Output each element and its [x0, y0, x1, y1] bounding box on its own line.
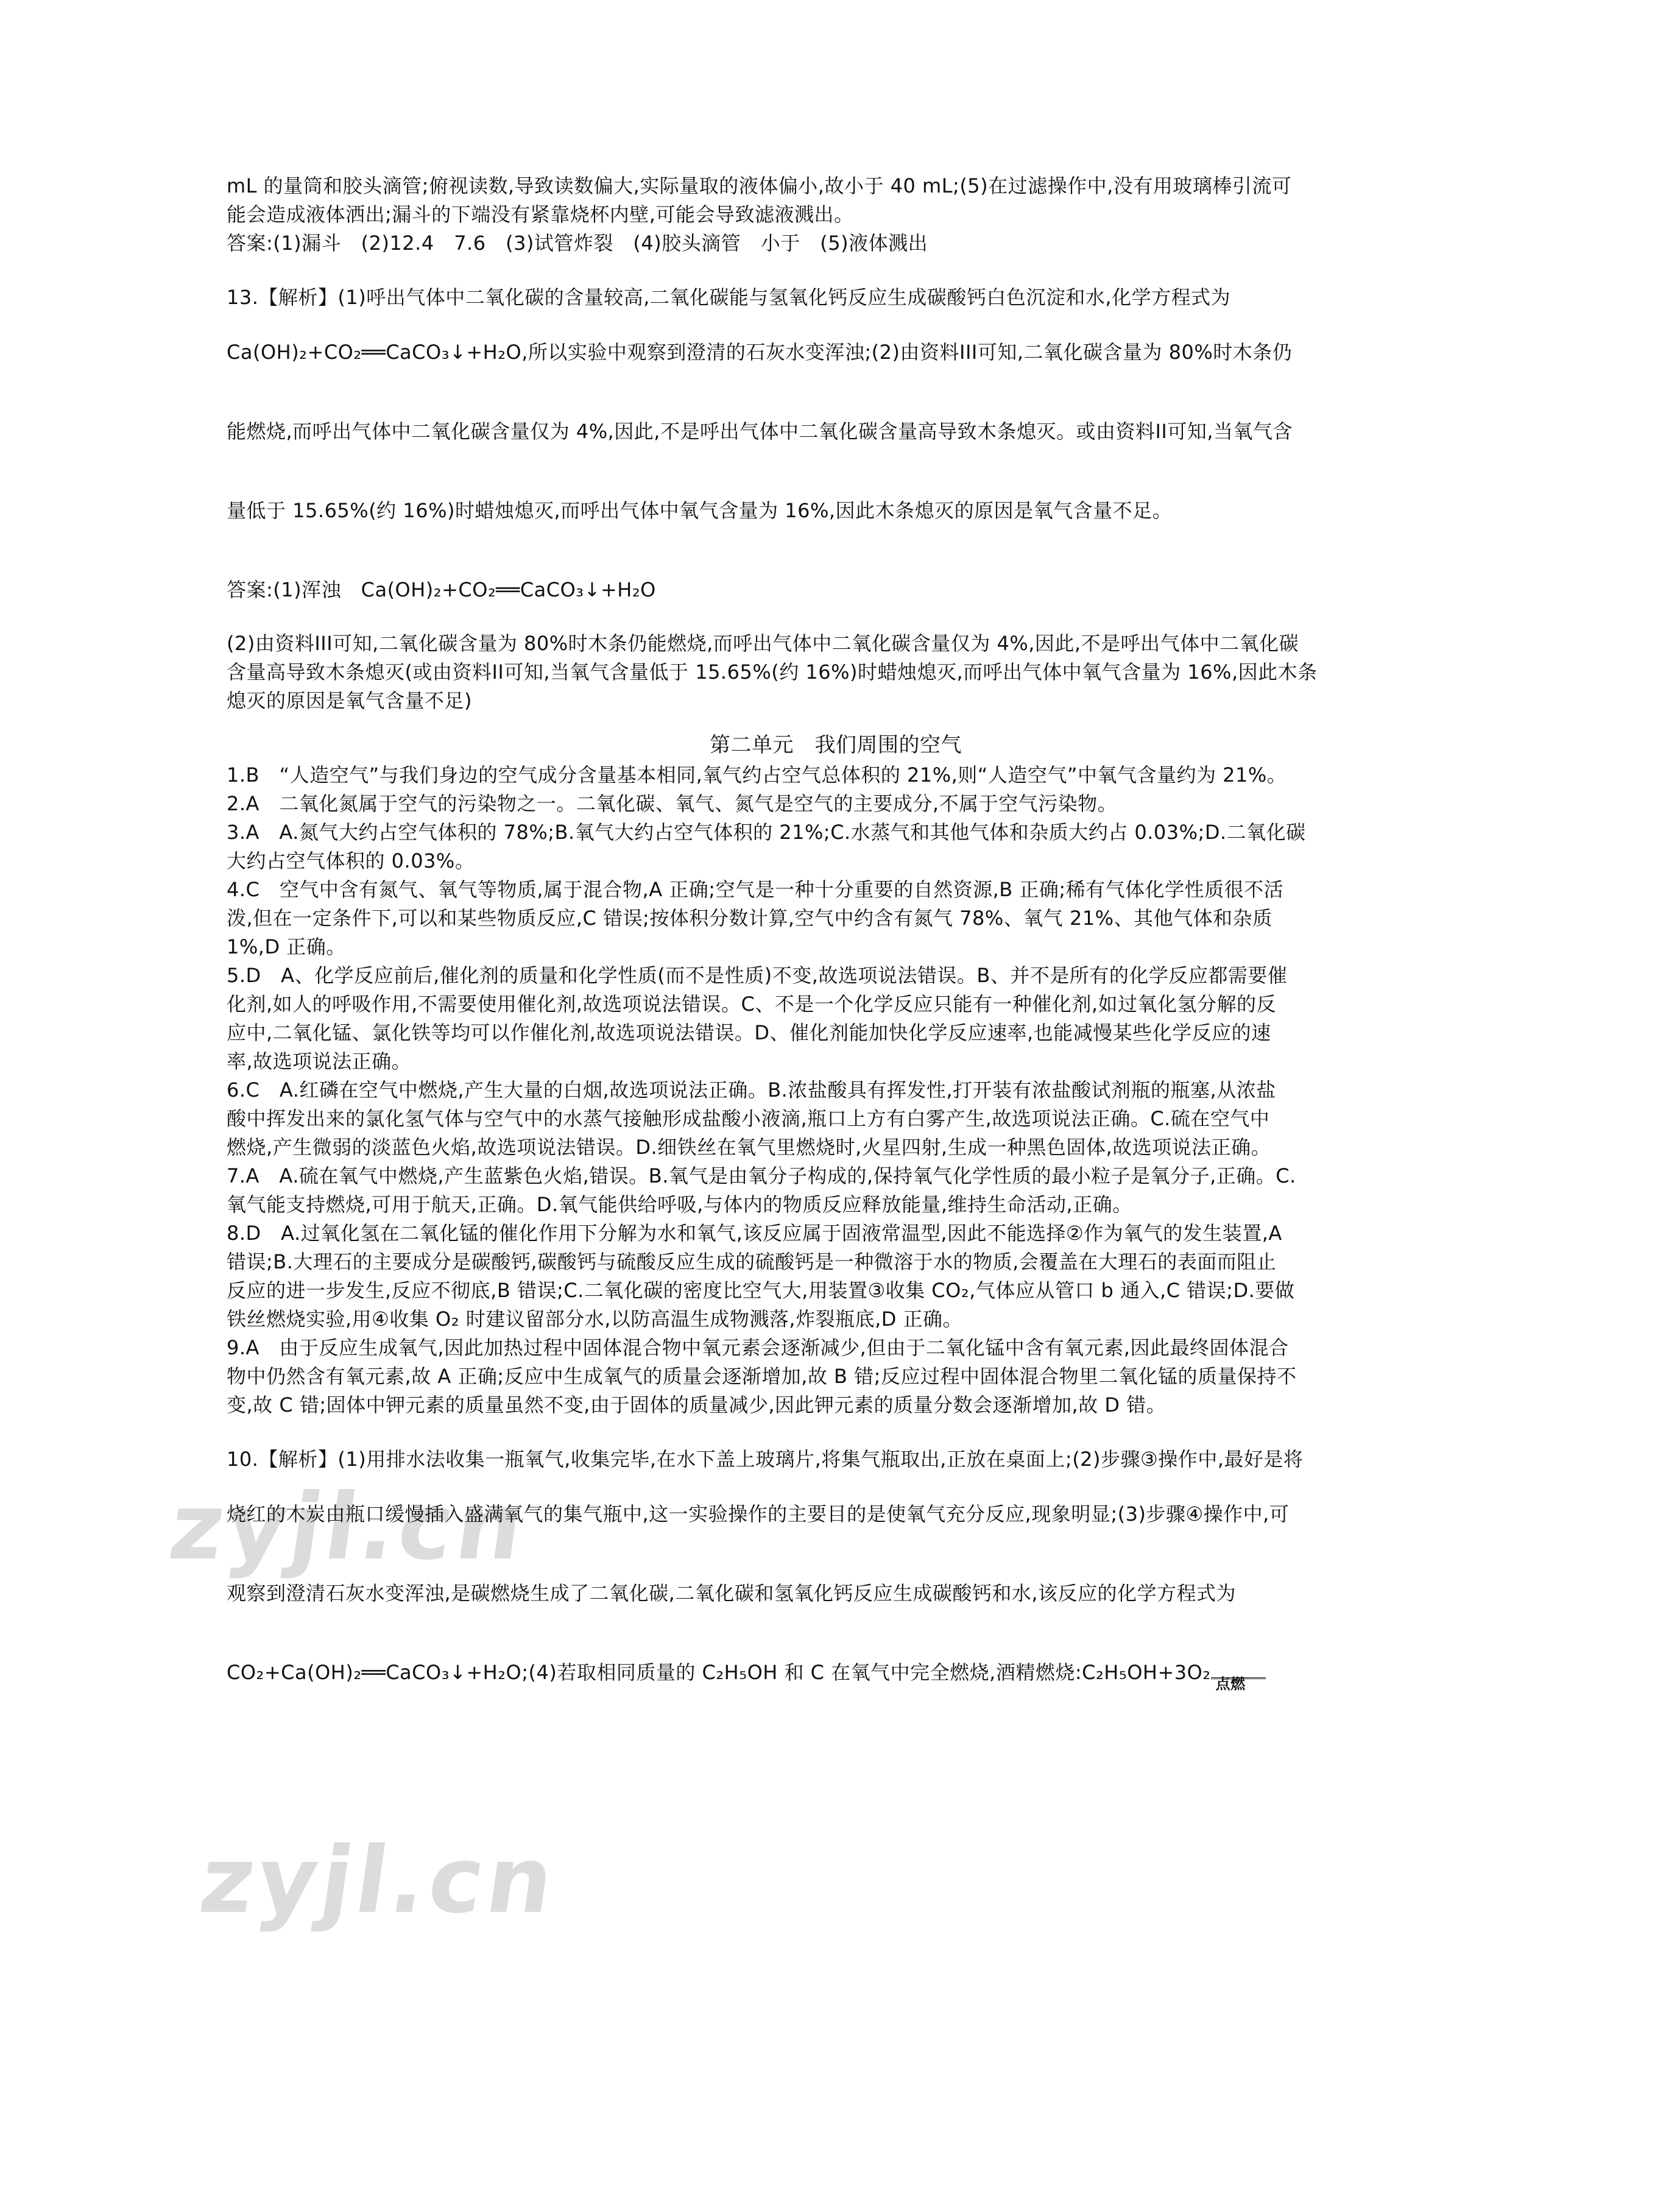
condition-label: 点燃 [1215, 1675, 1246, 1693]
answer-line: 6.C A.红磷在空气中燃烧,产生大量的白烟,故选项说法正确。B.浓盐酸具有挥发性,打开装有浓盐酸试剂瓶的瓶塞,从浓盐 [227, 1078, 1276, 1102]
equation-text: CO₂+Ca(OH)₂══CaCO₃↓+H₂O;(4)若取相同质量的 C₂H₅OH 和 C 在氧气中完全燃烧,酒精燃烧:C₂H₅OH+3O₂ [227, 1661, 1211, 1684]
analysis-line: Ca(OH)₂+CO₂══CaCO₃↓+H₂O,所以实验中观察到澄清的石灰水变浑浊;(2)由资料III可知,二氧化碳含量为 80%时木条仍 [227, 341, 1293, 364]
analysis-line: 10.【解析】(1)用排水法收集一瓶氧气,收集完毕,在水下盖上玻璃片,将集气瓶取出,正放在桌面上;(2)步骤③操作中,最好是将 [227, 1448, 1304, 1471]
answer-line: 应中,二氧化锰、氯化铁等均可以作催化剂,故选项说法错误。D、催化剂能加快化学反应速率,也能减慢某些化学反应的速 [227, 1021, 1271, 1044]
answer-line: 含量高导致木条熄灭(或由资料II可知,当氧气含量低于 15.65%(约 16%)时蜡烛熄灭,而呼出气体中氧气含量为 16%,因此木条 [227, 660, 1318, 684]
spacer [227, 1420, 1445, 1444]
unit-2-answers [227, 761, 1445, 1420]
text-line: mL 的量筒和胶头滴管;俯视读数,导致读数偏大,实际量取的液体偏小,故小于 40 mL;(5)在过滤操作中,没有用玻璃棒引流可 [227, 174, 1292, 197]
analysis-line [227, 1633, 1445, 1712]
previous-answer-block [227, 172, 1445, 258]
spacer [227, 258, 1445, 282]
reaction-condition [1211, 1665, 1266, 1693]
watermark-bottom: zyjl.cn [193, 1828, 563, 1934]
analysis-line: 观察到澄清石灰水变浑浊,是碳燃烧生成了二氧化碳,二氧化碳和氢氧化钙反应生成碳酸钙和水,该反应的化学方程式为 [227, 1582, 1237, 1605]
answer-line: 酸中挥发出来的氯化氢气体与空气中的水蒸气接触形成盐酸小液滴,瓶口上方有白雾产生,故选项说法正确。C.硫在空气中 [227, 1107, 1270, 1130]
answer-line: 2.A 二氧化氮属于空气的污染物之一。二氧化碳、氧气、氮气是空气的主要成分,不属于空气污染物。 [227, 792, 1118, 815]
answer-line: 答案:(1)浑浊 Ca(OH)₂+CO₂══CaCO₃↓+H₂O [227, 578, 656, 601]
analysis-line: 量低于 15.65%(约 16%)时蜡烛熄灭,而呼出气体中氧气含量为 16%,因此木条熄灭的原因是氧气含量不足。 [227, 499, 1173, 522]
answer-line: 泼,但在一定条件下,可以和某些物质反应,C 错误;按体积分数计算,空气中约含有氮气 78%、氧气 21%、其他气体和杂质 [227, 907, 1272, 930]
text-column [227, 172, 1445, 1712]
question-13-block [227, 282, 1445, 715]
answer-line: 3.A A.氮气大约占空气体积的 78%;B.氧气大约占空气体积的 21%;C.水蒸气和其他气体和杂质大约占 0.03%;D.二氧化碳 [227, 821, 1306, 844]
answer-line: (2)由资料III可知,二氧化碳含量为 80%时木条仍能燃烧,而呼出气体中二氧化碳含量仅为 4%,因此,不是呼出气体中二氧化碳 [227, 632, 1299, 655]
answer-line: 7.A A.硫在氧气中燃烧,产生蓝紫色火焰,错误。B.氧气是由氧分子构成的,保持氧气化学性质的最小粒子是氧分子,正确。C. [227, 1164, 1296, 1187]
answer-line: 燃烧,产生微弱的淡蓝色火焰,故选项说法错误。D.细铁丝在氧气里燃烧时,火星四射,生成一种黑色固体,故选项说法正确。 [227, 1136, 1271, 1159]
answer-line: 1%,D 正确。 [227, 935, 346, 958]
answer-line: 化剂,如人的呼吸作用,不需要使用催化剂,故选项说法错误。C、不是一个化学反应只能有一种催化剂,如过氧化氢分解的反 [227, 992, 1277, 1016]
answer-line: 率,故选项说法正确。 [227, 1050, 412, 1073]
unit-title: 第二单元 我们周围的空气 [710, 733, 962, 757]
text-line: 能会造成液体洒出;漏斗的下端没有紧靠烧杯内壁,可能会导致滤液溅出。 [227, 203, 854, 226]
answer-line: 物中仍然含有氧元素,故 A 正确;反应中生成氧气的质量会逐渐增加,故 B 错;反应过程中固体混合物里二氧化锰的质量保持不 [227, 1365, 1297, 1388]
question-10-block [227, 1444, 1445, 1712]
answer-line: 氧气能支持燃烧,可用于航天,正确。D.氧气能供给呼吸,与体内的物质反应释放能量,维持生命活动,正确。 [227, 1193, 1132, 1216]
answer-line: 错误;B.大理石的主要成分是碳酸钙,碳酸钙与硫酸反应生成的硫酸钙是一种微溶于水的物质,会覆盖在大理石的表面而阻止 [227, 1250, 1277, 1273]
answer-line: 熄灭的原因是氧气含量不足) [227, 689, 472, 712]
answer-line: 5.D A、化学反应前后,催化剂的质量和化学性质(而不是性质)不变,故选项说法错误。B、并不是所有的化学反应都需要催 [227, 964, 1288, 987]
answer-line: 4.C 空气中含有氮气、氧气等物质,属于混合物,A 正确;空气是一种十分重要的自然资源,B 正确;稀有气体化学性质很不活 [227, 878, 1284, 901]
answer-line: 变,故 C 错;固体中钾元素的质量虽然不变,由于固体的质量减少,因此钾元素的质量分数会逐渐增加,故 D 错。 [227, 1393, 1166, 1417]
answer-line: 8.D A.过氧化氢在二氧化锰的催化作用下分解为水和氧气,该反应属于固液常温型,因此不能选择②作为氧气的发生装置,A [227, 1222, 1282, 1245]
answer-line: 9.A 由于反应生成氧气,因此加热过程中固体混合物中氧元素会逐渐减少,但由于二氧化锰中含有氧元素,因此最终固体混合 [227, 1336, 1289, 1359]
answer-line: 铁丝燃烧实验,用④收集 O₂ 时建议留部分水,以防高温生成物溅落,炸裂瓶底,D 正确。 [227, 1307, 963, 1331]
answer-line: 反应的进一步发生,反应不彻底,B 错误;C.二氧化碳的密度比空气大,用装置③收集 CO₂,气体应从管口 b 通入,C 错误;D.要做 [227, 1279, 1295, 1302]
answer-line: 1.B “人造空气”与我们身边的空气成分含量基本相同,氧气约占空气总体积的 21%,则“人造空气”中氧气含量约为 21%。 [227, 763, 1287, 787]
analysis-line: 能燃烧,而呼出气体中二氧化碳含量仅为 4%,因此,不是呼出气体中二氧化碳含量高导致木条熄灭。或由资料II可知,当氧气含 [227, 420, 1293, 443]
analysis-line: 烧红的木炭由瓶口缓慢插入盛满氧气的集气瓶中,这一实验操作的主要目的是使氧气充分反应,现象明显;(3)步骤④操作中,可 [227, 1502, 1290, 1526]
answer-line: 大约占空气体积的 0.03%。 [227, 849, 475, 872]
analysis-line: 13.【解析】(1)呼出气体中二氧化碳的含量较高,二氧化碳能与氢氧化钙反应生成碳酸钙白色沉淀和水,化学方程式为 [227, 286, 1231, 309]
answer-line: 答案:(1)漏斗 (2)12.4 7.6 (3)试管炸裂 (4)胶头滴管 小于 (5)液体溅出 [227, 232, 928, 255]
watermark-top: zyjl.cn [163, 1474, 533, 1580]
